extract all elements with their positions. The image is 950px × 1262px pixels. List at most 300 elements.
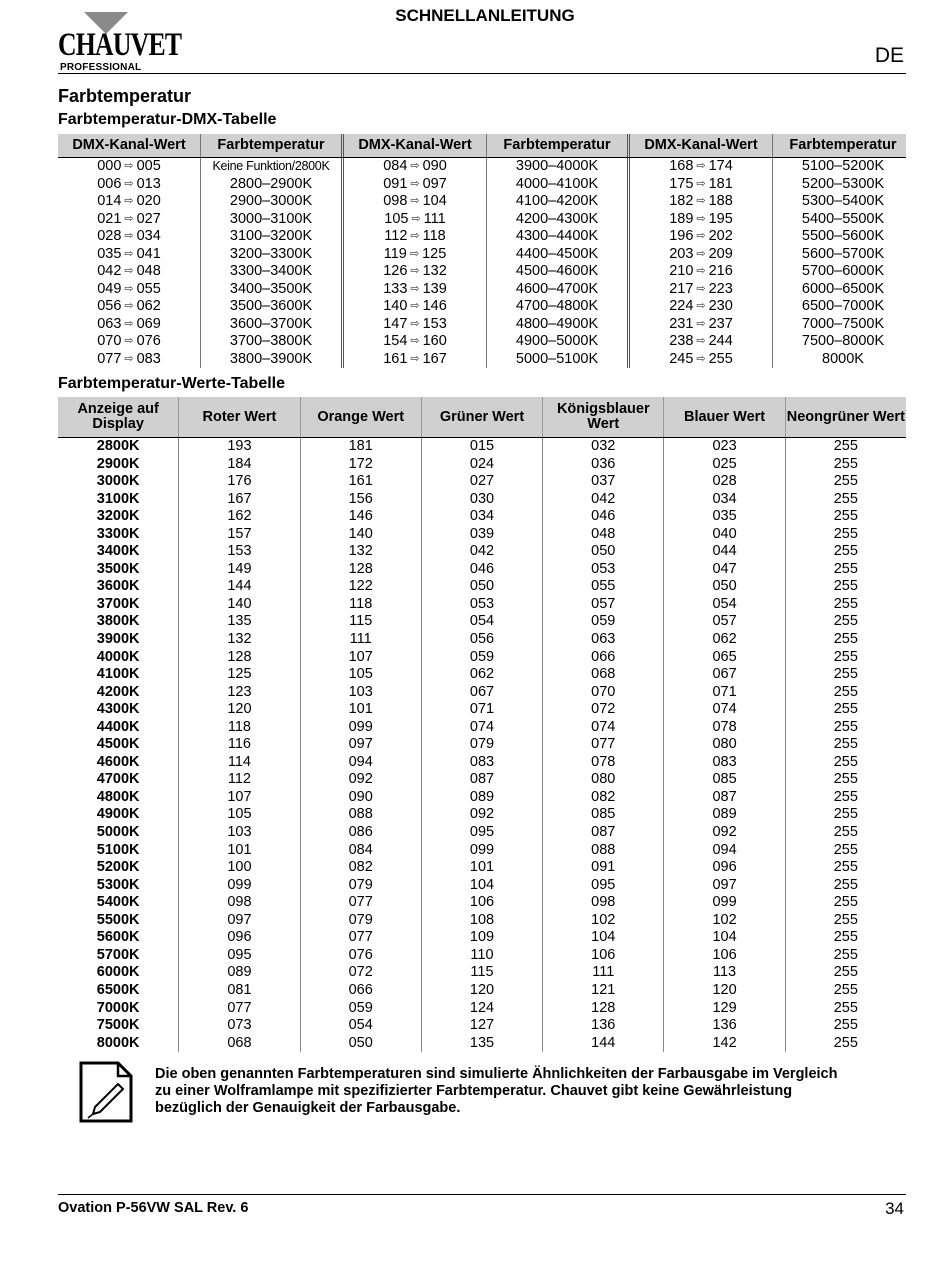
color-value-cell: 099 [178,877,299,895]
double-arrow-icon: ⇨ [696,352,706,365]
dmx-header-channel: DMX-Kanal-Wert [72,137,186,153]
color-value-cell: 153 [178,543,299,561]
color-value-cell: 028 [663,473,784,491]
display-value-cell: 6000K [96,964,140,981]
dmx-range-to: 118 [422,228,446,244]
dmx-group-1 [58,158,341,368]
color-value-cell: 054 [421,613,542,631]
values-table-row [58,1000,906,1018]
color-value-cell: 255 [785,754,906,772]
color-value-cell: 042 [542,491,663,509]
dmx-range-cell [58,263,200,281]
color-value-cell: 065 [663,649,784,667]
display-value-cell: 5200K [96,859,140,876]
values-table-row [58,1035,906,1053]
color-value-cell: 255 [785,719,906,737]
dmx-range-to: 041 [136,245,161,262]
dmx-temperature-cell: 5200–5300K [772,176,913,194]
dmx-range-cell [58,193,200,211]
dmx-range-cell [58,316,200,334]
values-table-row [58,982,906,1000]
color-value-cell: 032 [542,438,663,456]
values-header-cell: Anzeige auf Display [77,401,159,432]
color-value-cell: 135 [421,1035,542,1053]
double-arrow-icon: ⇨ [409,247,420,260]
color-value-cell: 094 [663,842,784,860]
dmx-range-to: 090 [422,158,447,174]
color-value-cell: 086 [300,824,421,842]
color-value-cell: 025 [663,456,784,474]
dmx-temperature-cell: 5000–5100K [486,351,627,369]
values-header-cell: Roter Wert [178,397,299,437]
display-value-cell: 3100K [96,490,140,507]
color-value-cell: 054 [663,596,784,614]
dmx-range-from: 042 [97,263,122,279]
dmx-range-to: 048 [136,263,161,279]
color-value-cell: 162 [178,508,299,526]
color-value-cell: 066 [542,649,663,667]
color-value-cell: 255 [785,824,906,842]
dmx-temperature-cell: 7000–7500K [772,316,913,334]
dmx-range-from: 063 [97,315,122,332]
color-value-cell: 046 [421,561,542,579]
double-arrow-icon: ⇨ [696,247,706,260]
color-value-cell: 184 [178,456,299,474]
color-value-cell: 120 [663,982,784,1000]
color-value-cell: 082 [542,789,663,807]
dmx-range-from: 006 [97,175,122,192]
color-value-cell: 193 [178,438,299,456]
color-value-cell: 066 [300,982,421,1000]
color-value-cell: 255 [785,842,906,860]
dmx-range-cell [344,333,486,351]
dmx-range-cell [344,316,486,334]
values-table-row [58,859,906,877]
values-table-row [58,947,906,965]
double-arrow-icon: ⇨ [410,265,420,277]
values-header-cell: Grüner Wert [421,397,542,437]
values-table-row [58,929,906,947]
dmx-range-cell [344,263,486,281]
dmx-row [58,176,341,194]
dmx-range-from: 091 [383,175,408,192]
dmx-temperature-cell: 5500–5600K [772,228,913,246]
dmx-header-group [627,134,913,157]
color-value-cell: 161 [300,473,421,491]
dmx-range-from: 112 [384,228,408,244]
dmx-range-to: 195 [708,210,733,227]
dmx-range-to: 202 [708,228,733,244]
color-value-cell: 098 [542,894,663,912]
color-value-cell: 255 [785,684,906,702]
color-value-cell: 140 [178,596,299,614]
dmx-row [58,246,341,264]
double-arrow-icon: ⇨ [124,265,134,277]
color-value-cell: 255 [785,982,906,1000]
dmx-range-to: 223 [708,280,733,297]
dmx-row [344,351,627,369]
color-value-cell: 089 [663,806,784,824]
display-value-cell: 4800K [96,788,140,805]
double-arrow-icon: ⇨ [696,265,706,277]
color-value-cell: 077 [542,736,663,754]
color-value-cell: 089 [421,789,542,807]
dmx-range-from: 133 [383,280,408,297]
double-arrow-icon: ⇨ [124,282,134,295]
double-arrow-icon: ⇨ [410,317,420,330]
dmx-range-cell [630,211,772,229]
dmx-range-cell [630,281,772,299]
dmx-row [630,298,913,316]
color-value-cell: 106 [663,947,784,965]
double-arrow-icon: ⇨ [410,352,420,365]
color-value-cell: 077 [300,894,421,912]
color-value-cell: 087 [542,824,663,842]
color-value-cell: 113 [663,964,784,982]
dmx-row [58,228,341,246]
dmx-row [58,263,341,281]
footer-document-title: Ovation P-56VW SAL Rev. 6 [58,1200,249,1216]
color-value-cell: 128 [300,561,421,579]
display-value-cell: 4500K [96,736,140,753]
double-arrow-icon: ⇨ [124,247,134,260]
dmx-range-to: 013 [136,175,161,192]
dmx-range-to: 104 [422,193,447,209]
dmx-range-to: 255 [708,350,733,367]
color-value-cell: 167 [178,491,299,509]
dmx-temperature-cell: 2900–3000K [200,193,341,211]
values-table-row [58,508,906,526]
dmx-range-from: 119 [383,245,407,262]
dmx-temperature-cell: 3900–4000K [486,158,627,176]
color-value-cell: 097 [663,877,784,895]
dmx-range-cell [58,333,200,351]
values-table-row [58,561,906,579]
dmx-range-from: 014 [97,193,122,209]
color-value-cell: 084 [300,842,421,860]
dmx-range-to: 174 [708,158,733,174]
color-value-cell: 255 [785,491,906,509]
dmx-range-from: 105 [384,210,409,227]
values-table-body [58,438,906,1052]
color-value-cell: 101 [300,701,421,719]
color-value-cell: 140 [300,526,421,544]
color-value-cell: 088 [542,842,663,860]
color-value-cell: 099 [421,842,542,860]
display-value-cell: 3900K [96,631,140,648]
dmx-range-cell [630,298,772,316]
dmx-range-from: 175 [669,175,694,192]
dmx-range-cell [344,158,486,176]
color-value-cell: 255 [785,947,906,965]
display-value-cell: 6500K [96,981,140,998]
double-arrow-icon: ⇨ [124,352,134,365]
color-value-cell: 079 [421,736,542,754]
dmx-group-2 [341,158,627,368]
dmx-range-from: 182 [669,193,694,209]
color-value-cell: 128 [542,1000,663,1018]
color-value-cell: 124 [421,1000,542,1018]
color-value-cell: 034 [663,491,784,509]
color-value-cell: 112 [178,771,299,789]
color-value-cell: 104 [663,929,784,947]
double-arrow-icon: ⇨ [696,160,706,172]
color-value-cell: 255 [785,613,906,631]
color-value-cell: 255 [785,666,906,684]
double-arrow-icon: ⇨ [410,335,420,347]
color-value-cell: 072 [300,964,421,982]
color-value-cell: 080 [663,736,784,754]
dmx-temperature-cell: 4200–4300K [486,211,627,229]
color-value-cell: 040 [663,526,784,544]
double-arrow-icon: ⇨ [124,335,134,347]
dmx-temperature-cell: 5100–5200K [772,158,913,176]
dmx-range-cell [344,246,486,264]
dmx-row [630,316,913,334]
values-table-row [58,894,906,912]
values-table-row [58,754,906,772]
color-value-cell: 100 [178,859,299,877]
dmx-row [344,333,627,351]
dmx-range-to: 181 [708,175,733,192]
double-arrow-icon: ⇨ [411,212,421,225]
color-value-cell: 050 [663,578,784,596]
color-value-cell: 076 [300,947,421,965]
display-value-cell: 3400K [96,543,140,560]
color-value-cell: 105 [178,806,299,824]
color-value-cell: 085 [663,771,784,789]
dmx-row [344,281,627,299]
dmx-range-to: 125 [422,245,447,262]
color-value-cell: 255 [785,438,906,456]
values-table-row [58,491,906,509]
double-arrow-icon: ⇨ [124,160,134,172]
color-value-cell: 098 [178,894,299,912]
dmx-range-cell [630,228,772,246]
color-value-cell: 074 [663,701,784,719]
dmx-temperature-cell: 4300–4400K [486,228,627,246]
display-value-cell: 4000K [96,648,140,665]
dmx-range-from: 224 [669,298,694,314]
color-value-cell: 181 [300,438,421,456]
dmx-temperature-cell: 4100–4200K [486,193,627,211]
color-value-cell: 128 [178,649,299,667]
color-value-cell: 053 [421,596,542,614]
dmx-range-from: 196 [669,228,694,244]
color-value-cell: 092 [421,806,542,824]
dmx-row [344,158,627,176]
color-value-cell: 087 [663,789,784,807]
color-value-cell: 115 [421,964,542,982]
color-value-cell: 082 [300,859,421,877]
dmx-range-to: 146 [422,298,447,314]
dmx-table-body [58,158,906,368]
values-table-row [58,1017,906,1035]
color-value-cell: 255 [785,561,906,579]
dmx-range-cell [344,211,486,229]
color-value-cell: 015 [421,438,542,456]
color-value-cell: 099 [300,719,421,737]
dmx-range-from: 238 [669,333,694,349]
dmx-row [630,228,913,246]
color-value-cell: 071 [663,684,784,702]
color-value-cell: 111 [542,964,663,982]
color-value-cell: 063 [542,631,663,649]
dmx-temperature-cell: 4500–4600K [486,263,627,281]
color-value-cell: 090 [300,789,421,807]
dmx-table-header [58,134,906,158]
color-value-cell: 068 [542,666,663,684]
dmx-range-cell [344,281,486,299]
display-value-cell: 3600K [96,578,140,595]
dmx-temperature-cell: Keine Funktion/2800K [200,158,341,176]
color-value-cell: 062 [421,666,542,684]
dmx-temperature-cell: 4400–4500K [486,246,627,264]
values-table-row [58,631,906,649]
dmx-range-from: 077 [97,350,122,367]
chauvet-logo [58,12,182,74]
dmx-range-to: 153 [422,315,447,332]
display-value-cell: 4400K [96,718,140,735]
display-value-cell: 5600K [96,929,140,946]
display-value-cell: 7000K [96,999,140,1016]
dmx-range-from: 231 [669,315,694,332]
dmx-row [344,193,627,211]
color-value-cell: 255 [785,649,906,667]
color-value-cell: 129 [663,1000,784,1018]
color-value-cell: 097 [178,912,299,930]
display-value-cell: 5300K [96,876,140,893]
color-value-cell: 255 [785,473,906,491]
color-value-cell: 108 [421,912,542,930]
dmx-header-temperature: Farbtemperatur [486,134,627,157]
double-arrow-icon: ⇨ [696,195,706,207]
dmx-range-cell [630,158,772,176]
display-value-cell: 4900K [96,806,140,823]
color-value-cell: 109 [421,929,542,947]
dmx-header-temperature: Farbtemperatur [200,134,341,157]
dmx-temperature-cell: 3700–3800K [200,333,341,351]
dmx-range-from: 147 [383,315,408,332]
dmx-range-cell [344,351,486,369]
dmx-range-to: 244 [708,333,733,349]
dmx-range-from: 140 [383,298,408,314]
color-value-cell: 074 [421,719,542,737]
double-arrow-icon: ⇨ [410,282,420,295]
dmx-temperature-cell: 7500–8000K [772,333,913,351]
color-value-cell: 095 [178,947,299,965]
dmx-range-from: 203 [669,245,694,262]
color-value-cell: 023 [663,438,784,456]
color-value-cell: 156 [300,491,421,509]
color-value-cell: 096 [663,859,784,877]
color-value-cell: 106 [542,947,663,965]
display-value-cell: 5000K [96,824,140,841]
color-value-cell: 089 [178,964,299,982]
dmx-range-from: 021 [97,210,122,227]
color-value-cell: 125 [178,666,299,684]
dmx-range-cell [58,211,200,229]
color-value-cell: 255 [785,596,906,614]
dmx-temperature-cell: 3400–3500K [200,281,341,299]
dmx-row [630,263,913,281]
dmx-temperature-cell: 4900–5000K [486,333,627,351]
values-table-row [58,806,906,824]
color-value-cell: 079 [300,877,421,895]
dmx-range-from: 210 [669,263,694,279]
dmx-temperature-cell: 8000K [772,351,913,369]
dmx-temperature-cell: 3600–3700K [200,316,341,334]
display-value-cell: 4100K [96,666,140,683]
dmx-row [344,176,627,194]
dmx-range-cell [58,228,200,246]
color-value-cell: 121 [542,982,663,1000]
color-value-cell: 048 [542,526,663,544]
color-value-cell: 120 [421,982,542,1000]
color-value-cell: 255 [785,526,906,544]
dmx-range-to: 230 [708,298,733,314]
color-value-cell: 096 [178,929,299,947]
color-value-cell: 046 [542,508,663,526]
color-value-cell: 097 [300,736,421,754]
logo-subtitle: PROFESSIONAL [60,62,142,73]
values-header-cell: Blauer Wert [663,397,784,437]
color-value-cell: 059 [421,649,542,667]
values-table-header [58,397,906,438]
color-value-cell: 077 [178,1000,299,1018]
double-arrow-icon: ⇨ [124,317,134,330]
dmx-row [58,211,341,229]
color-value-cell: 255 [785,578,906,596]
color-value-cell: 057 [542,596,663,614]
dmx-range-to: 188 [708,193,733,209]
dmx-range-cell [58,158,200,176]
dmx-header-group [341,134,627,157]
dmx-temperature-cell: 6500–7000K [772,298,913,316]
color-value-cell: 111 [300,631,421,649]
display-value-cell: 3800K [96,613,140,630]
color-value-cell: 050 [421,578,542,596]
dmx-range-to: 097 [422,175,447,192]
dmx-range-cell [344,193,486,211]
dmx-range-to: 167 [422,350,447,367]
double-arrow-icon: ⇨ [410,300,420,312]
dmx-range-cell [630,246,772,264]
values-table-row [58,684,906,702]
color-value-cell: 110 [421,947,542,965]
color-value-cell: 255 [785,1017,906,1035]
dmx-table-title: Farbtemperatur-DMX-Tabelle [58,111,277,128]
double-arrow-icon: ⇨ [696,230,706,242]
dmx-header-temperature: Farbtemperatur [772,134,913,157]
dmx-row [344,246,627,264]
color-value-cell: 070 [542,684,663,702]
color-value-cell: 144 [178,578,299,596]
color-value-cell: 255 [785,912,906,930]
dmx-temperature-cell: 5600–5700K [772,246,913,264]
color-value-cell: 107 [178,789,299,807]
values-header-cell: Orange Wert [300,397,421,437]
color-value-cell: 072 [542,701,663,719]
color-value-cell: 255 [785,894,906,912]
color-value-cell: 050 [300,1035,421,1053]
values-table-title: Farbtemperatur-Werte-Tabelle [58,375,286,392]
color-value-cell: 136 [663,1017,784,1035]
color-value-cell: 073 [178,1017,299,1035]
color-value-cell: 255 [785,701,906,719]
values-table-row [58,438,906,456]
double-arrow-icon: ⇨ [696,300,706,312]
